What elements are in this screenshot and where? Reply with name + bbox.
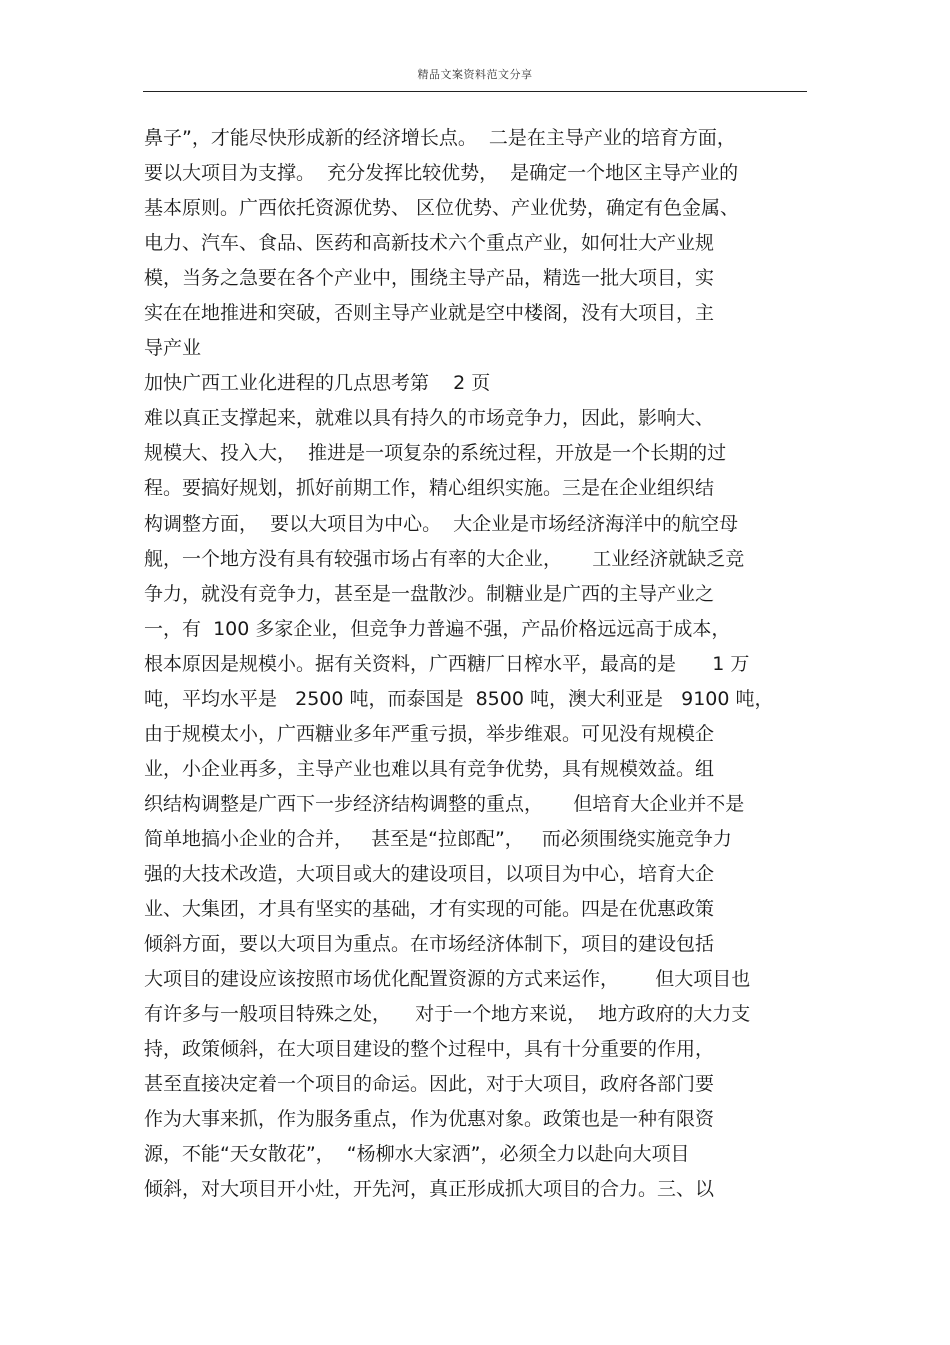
text-line: 简单地搞小企业的合并， 甚至是“拉郎配”， 而必须围绕实施竞争力 bbox=[144, 827, 732, 850]
text-line: 实在在地推进和突破，否则主导产业就是空中楼阁，没有大项目，主 bbox=[144, 302, 715, 325]
page-header-title: 精品文案资料范文分享 bbox=[417, 68, 533, 81]
text-line: 大项目的建设应该按照市场优化配置资源的方式来运作， 但大项目也 bbox=[144, 968, 751, 991]
text-line: 源，不能“天女散花”， “杨柳水大家洒”，必须全力以赴向大项目 bbox=[144, 1143, 690, 1166]
text-line: 强的大技术改造，大项目或大的建设项目，以项目为中心，培育大企 bbox=[144, 862, 715, 885]
text-line: 有许多与一般项目特殊之处， 对于一个地方来说， 地方政府的大力支 bbox=[144, 1003, 751, 1026]
text-line: 模，当务之急要在各个产业中，围绕主导产品，精选一批大项目，实 bbox=[144, 267, 715, 290]
text-line: 织结构调整是广西下一步经济结构调整的重点， 但培育大企业并不是 bbox=[144, 792, 745, 815]
text-line: 由于规模太小，广西糖业多年严重亏损，举步维艰。可见没有规模企 bbox=[144, 722, 715, 745]
text-line: 要以大项目为支撑。 充分发挥比较优势， 是确定一个地区主导产业的 bbox=[144, 162, 739, 185]
text-line: 持，政策倾斜，在大项目建设的整个过程中，具有十分重要的作用， bbox=[144, 1038, 715, 1061]
document-body bbox=[144, 121, 814, 1207]
text-line: 基本原则。广西依托资源优势、 区位优势、产业优势，确定有色金属、 bbox=[144, 197, 740, 220]
text-line: 甚至直接决定着一个项目的命运。因此，对于大项目，政府各部门要 bbox=[144, 1073, 715, 1096]
text-line: 导产业 bbox=[144, 337, 202, 360]
text-line: 业、大集团，才具有坚实的基础，才有实现的可能。四是在优惠政策 bbox=[144, 898, 715, 921]
text-line: 争力，就没有竞争力，甚至是一盘散沙。制糖业是广西的主导产业之 bbox=[144, 582, 715, 605]
page-footer-line: 加快广西工业化进程的几点思考第 2 页 bbox=[144, 372, 491, 395]
text-line: 程。要搞好规划，抓好前期工作，精心组织实施。三是在企业组织结 bbox=[144, 477, 715, 500]
text-line: 构调整方面， 要以大项目为中心。 大企业是市场经济海洋中的航空母 bbox=[144, 512, 739, 535]
text-line: 难以真正支撑起来，就难以具有持久的市场竞争力，因此，影响大、 bbox=[144, 407, 715, 430]
header-divider bbox=[143, 91, 807, 92]
text-line: 鼻子”，才能尽快形成新的经济增长点。 二是在主导产业的培育方面， bbox=[144, 127, 736, 149]
text-line: 吨，平均水平是 2500 吨，而泰国是 8500 吨，澳大利亚是 9100 吨， bbox=[144, 687, 774, 710]
text-line: 根本原因是规模小。据有关资料，广西糖厂日榨水平，最高的是 1 万 bbox=[144, 652, 750, 675]
text-line: 规模大、投入大， 推进是一项复杂的系统过程，开放是一个长期的过 bbox=[144, 442, 727, 465]
text-line: 舰，一个地方没有具有较强市场占有率的大企业， 工业经济就缺乏竞 bbox=[144, 547, 745, 570]
text-line: 倾斜，对大项目开小灶，开先河，真正形成抓大项目的合力。三、以 bbox=[144, 1178, 715, 1201]
text-line: 电力、汽车、食品、医药和高新技术六个重点产业，如何壮大产业规 bbox=[144, 232, 715, 255]
text-line: 作为大事来抓，作为服务重点，作为优惠对象。政策也是一种有限资 bbox=[144, 1108, 715, 1131]
text-line: 一，有 100 多家企业，但竞争力普遍不强，产品价格远远高于成本， bbox=[144, 617, 731, 640]
text-line: 倾斜方面，要以大项目为重点。在市场经济体制下，项目的建设包括 bbox=[144, 933, 715, 956]
text-line: 业，小企业再多，主导产业也难以具有竞争优势，具有规模效益。组 bbox=[144, 757, 715, 780]
